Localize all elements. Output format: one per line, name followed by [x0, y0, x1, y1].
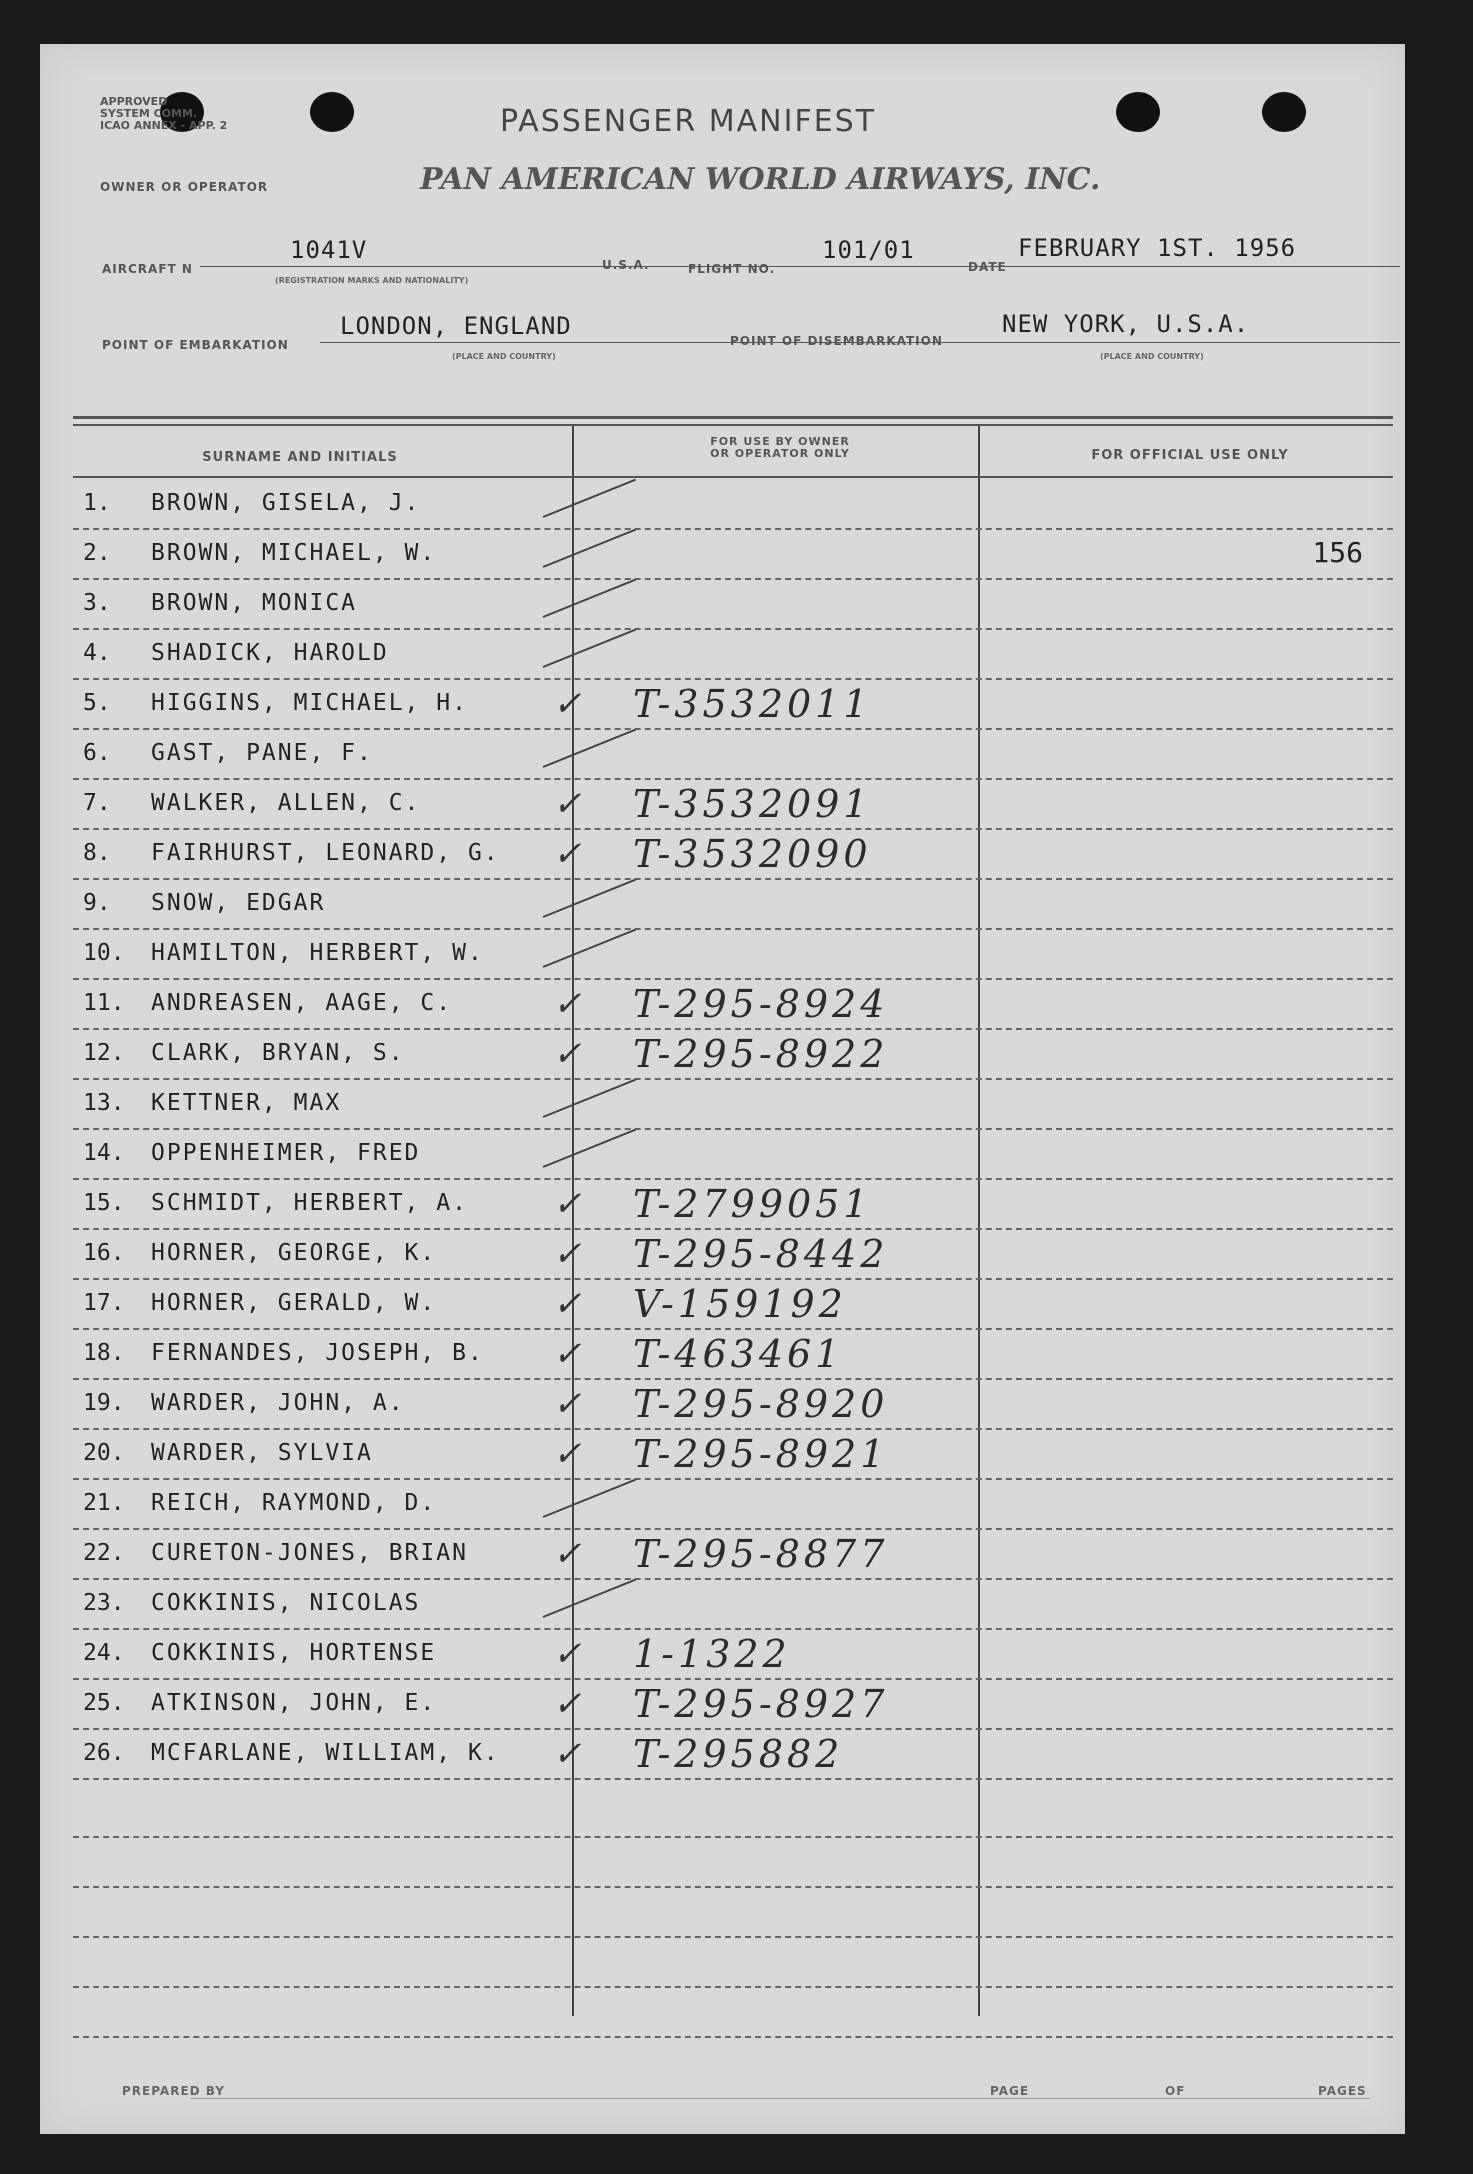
row-number: 26.	[83, 1740, 125, 1766]
empty-row	[73, 1938, 1393, 1988]
passenger-name: BROWN, MONICA	[151, 590, 358, 616]
table-row	[73, 1730, 1393, 1780]
ticket-number: T-295-8921	[633, 1432, 889, 1476]
form-title: PASSENGER MANIFEST	[500, 104, 877, 139]
passenger-name: HIGGINS, MICHAEL, H.	[151, 690, 468, 716]
row-number: 8.	[83, 840, 111, 866]
pen-slash	[543, 1079, 636, 1118]
passenger-name: WARDER, JOHN, A.	[151, 1390, 405, 1416]
passenger-name: KETTNER, MAX	[151, 1090, 342, 1116]
pen-slash	[543, 629, 636, 668]
flight-value: 101/01	[822, 236, 915, 264]
passenger-name: COKKINIS, HORTENSE	[151, 1640, 437, 1666]
passenger-name: ANDREASEN, AAGE, C.	[151, 990, 453, 1016]
table-row	[73, 980, 1393, 1030]
check-mark: ✓	[553, 1184, 582, 1224]
table-row	[73, 580, 1393, 630]
row-number: 9.	[83, 890, 111, 916]
passenger-name: BROWN, GISELA, J.	[151, 490, 421, 516]
table-row	[73, 1080, 1393, 1130]
passenger-name: SHADICK, HAROLD	[151, 640, 389, 666]
table-row	[73, 530, 1393, 580]
page-label: PAGE	[990, 2084, 1030, 2098]
row-number: 7.	[83, 790, 111, 816]
check-mark: ✓	[553, 1234, 582, 1274]
embark-value: LONDON, ENGLAND	[340, 312, 572, 340]
empty-row	[73, 1788, 1393, 1838]
ticket-number: T-295-8927	[633, 1682, 889, 1726]
ticket-number: T-3532011	[633, 682, 872, 726]
table-row	[73, 1430, 1393, 1480]
row-number: 4.	[83, 640, 111, 666]
ticket-number: T-295-8920	[633, 1382, 889, 1426]
prepared-by-label: PREPARED BY	[122, 2084, 225, 2098]
row-number: 17.	[83, 1290, 125, 1316]
of-label: OF	[1165, 2084, 1186, 2098]
table-row	[73, 1530, 1393, 1580]
table-row	[73, 680, 1393, 730]
empty-row	[73, 1888, 1393, 1938]
ticket-number: T-295-8922	[633, 1032, 889, 1076]
check-mark: ✓	[553, 1734, 582, 1774]
passenger-name: HORNER, GEORGE, K.	[151, 1240, 437, 1266]
table-row	[73, 1130, 1393, 1180]
check-mark: ✓	[553, 684, 582, 724]
ticket-number: T-295-8924	[633, 982, 889, 1026]
nationality-label: U.S.A.	[602, 258, 650, 272]
row-number: 22.	[83, 1540, 125, 1566]
passenger-name: SCHMIDT, HERBERT, A.	[151, 1190, 468, 1216]
owner-label: OWNER OR OPERATOR	[100, 180, 269, 194]
ticket-number: 1-1322	[633, 1632, 791, 1676]
check-mark: ✓	[553, 984, 582, 1024]
ticket-number: T-295-8442	[633, 1232, 889, 1276]
row-number: 24.	[83, 1640, 125, 1666]
check-mark: ✓	[553, 1634, 582, 1674]
table-row	[73, 1480, 1393, 1530]
official-note: 156	[1312, 536, 1363, 569]
row-number: 2.	[83, 540, 111, 566]
check-mark: ✓	[553, 1384, 582, 1424]
row-number: 6.	[83, 740, 111, 766]
table-row	[73, 1630, 1393, 1680]
punch-hole	[310, 92, 354, 132]
row-number: 14.	[83, 1140, 125, 1166]
pen-slash	[543, 729, 636, 768]
pen-slash	[543, 879, 636, 918]
row-rule	[73, 2036, 1393, 2038]
passenger-name: WARDER, SYLVIA	[151, 1440, 373, 1466]
row-number: 20.	[83, 1440, 125, 1466]
empty-row	[73, 1838, 1393, 1888]
table-row	[73, 880, 1393, 930]
disembark-value: NEW YORK, U.S.A.	[1002, 310, 1250, 338]
passenger-name: MCFARLANE, WILLIAM, K.	[151, 1740, 500, 1766]
pen-slash	[543, 1479, 636, 1518]
check-mark: ✓	[553, 1034, 582, 1074]
airline-name: PAN AMERICAN WORLD AIRWAYS, INC.	[420, 162, 1101, 197]
passenger-name: HAMILTON, HERBERT, W.	[151, 940, 484, 966]
pen-slash	[543, 929, 636, 968]
empty-row	[73, 1988, 1393, 2038]
table-row	[73, 730, 1393, 780]
table-row	[73, 1330, 1393, 1380]
passenger-name: REICH, RAYMOND, D.	[151, 1490, 437, 1516]
rule	[200, 266, 1400, 267]
row-number: 18.	[83, 1340, 125, 1366]
date-label: DATE	[968, 260, 1007, 274]
ticket-number: V-159192	[633, 1282, 847, 1326]
embark-sub: (PLACE AND COUNTRY)	[452, 352, 556, 361]
row-number: 16.	[83, 1240, 125, 1266]
table-top-rule	[73, 416, 1393, 419]
punch-hole	[1116, 92, 1160, 132]
ticket-number: T-295882	[633, 1732, 844, 1776]
table-row	[73, 1030, 1393, 1080]
row-rule	[73, 1778, 1393, 1780]
aircraft-sub: (REGISTRATION MARKS AND NATIONALITY)	[275, 276, 469, 285]
table-row	[73, 480, 1393, 530]
check-mark: ✓	[553, 1534, 582, 1574]
footer-rule	[190, 2098, 1370, 2099]
punch-hole	[1262, 92, 1306, 132]
date-value: FEBRUARY 1ST. 1956	[1018, 234, 1297, 262]
table-row	[73, 1680, 1393, 1730]
row-number: 23.	[83, 1590, 125, 1616]
manifest-sheet	[40, 44, 1405, 2134]
table-row	[73, 1380, 1393, 1430]
passenger-name: FERNANDES, JOSEPH, B.	[151, 1340, 484, 1366]
ticket-number: T-295-8877	[633, 1532, 889, 1576]
table-row	[73, 1230, 1393, 1280]
check-mark: ✓	[553, 1434, 582, 1474]
ticket-number: T-2799051	[633, 1182, 872, 1226]
passenger-name: CLARK, BRYAN, S.	[151, 1040, 405, 1066]
passenger-name: WALKER, ALLEN, C.	[151, 790, 421, 816]
ticket-number: T-3532090	[633, 832, 872, 876]
pen-slash	[543, 579, 636, 618]
row-number: 11.	[83, 990, 125, 1016]
col-head-surname: SURNAME AND INITIALS	[202, 450, 398, 465]
pen-slash	[543, 479, 636, 518]
passenger-name: HORNER, GERALD, W.	[151, 1290, 437, 1316]
passenger-name: ATKINSON, JOHN, E.	[151, 1690, 437, 1716]
disembark-sub: (PLACE AND COUNTRY)	[1100, 352, 1204, 361]
check-mark: ✓	[553, 834, 582, 874]
flight-label: FLIGHT NO.	[688, 262, 776, 276]
passenger-name: COKKINIS, NICOLAS	[151, 1590, 421, 1616]
table-row	[73, 1580, 1393, 1630]
row-number: 10.	[83, 940, 125, 966]
header-rule	[73, 476, 1393, 478]
passenger-name: SNOW, EDGAR	[151, 890, 326, 916]
aircraft-value: 1041V	[290, 236, 368, 264]
check-mark: ✓	[553, 1684, 582, 1724]
col-head-owner-use: FOR USE BY OWNER OR OPERATOR ONLY	[710, 435, 850, 460]
pen-slash	[543, 1579, 636, 1618]
table-row	[73, 830, 1393, 880]
row-number: 5.	[83, 690, 111, 716]
row-number: 1.	[83, 490, 111, 516]
passenger-name: BROWN, MICHAEL, W.	[151, 540, 437, 566]
row-number: 25.	[83, 1690, 125, 1716]
table-row	[73, 630, 1393, 680]
passenger-name: OPPENHEIMER, FRED	[151, 1140, 421, 1166]
table-row	[73, 1180, 1393, 1230]
pen-slash	[543, 1129, 636, 1168]
disembark-label: POINT OF DISEMBARKATION	[730, 334, 943, 348]
row-number: 19.	[83, 1390, 125, 1416]
row-number: 12.	[83, 1040, 125, 1066]
aircraft-label: AIRCRAFT N	[102, 262, 193, 276]
table-row	[73, 930, 1393, 980]
col-head-official-use: FOR OFFICIAL USE ONLY	[1091, 448, 1289, 463]
pages-label: PAGES	[1318, 2084, 1367, 2098]
embark-label: POINT OF EMBARKATION	[102, 338, 289, 352]
check-mark: ✓	[553, 784, 582, 824]
table-top-rule	[73, 424, 1393, 426]
table-row	[73, 780, 1393, 830]
ticket-number: T-3532091	[633, 782, 872, 826]
passenger-name: FAIRHURST, LEONARD, G.	[151, 840, 500, 866]
row-number: 21.	[83, 1490, 125, 1516]
passenger-name: CURETON-JONES, BRIAN	[151, 1540, 468, 1566]
ticket-number: T-463461	[633, 1332, 844, 1376]
passenger-name: GAST, PANE, F.	[151, 740, 373, 766]
pen-slash	[543, 529, 636, 568]
row-number: 13.	[83, 1090, 125, 1116]
row-number: 3.	[83, 590, 111, 616]
approval-note: APPROVED SYSTEM COMM. ICAO ANNEX - APP. 2	[100, 95, 228, 132]
table-row	[73, 1280, 1393, 1330]
check-mark: ✓	[553, 1284, 582, 1324]
check-mark: ✓	[553, 1334, 582, 1374]
row-number: 15.	[83, 1190, 125, 1216]
